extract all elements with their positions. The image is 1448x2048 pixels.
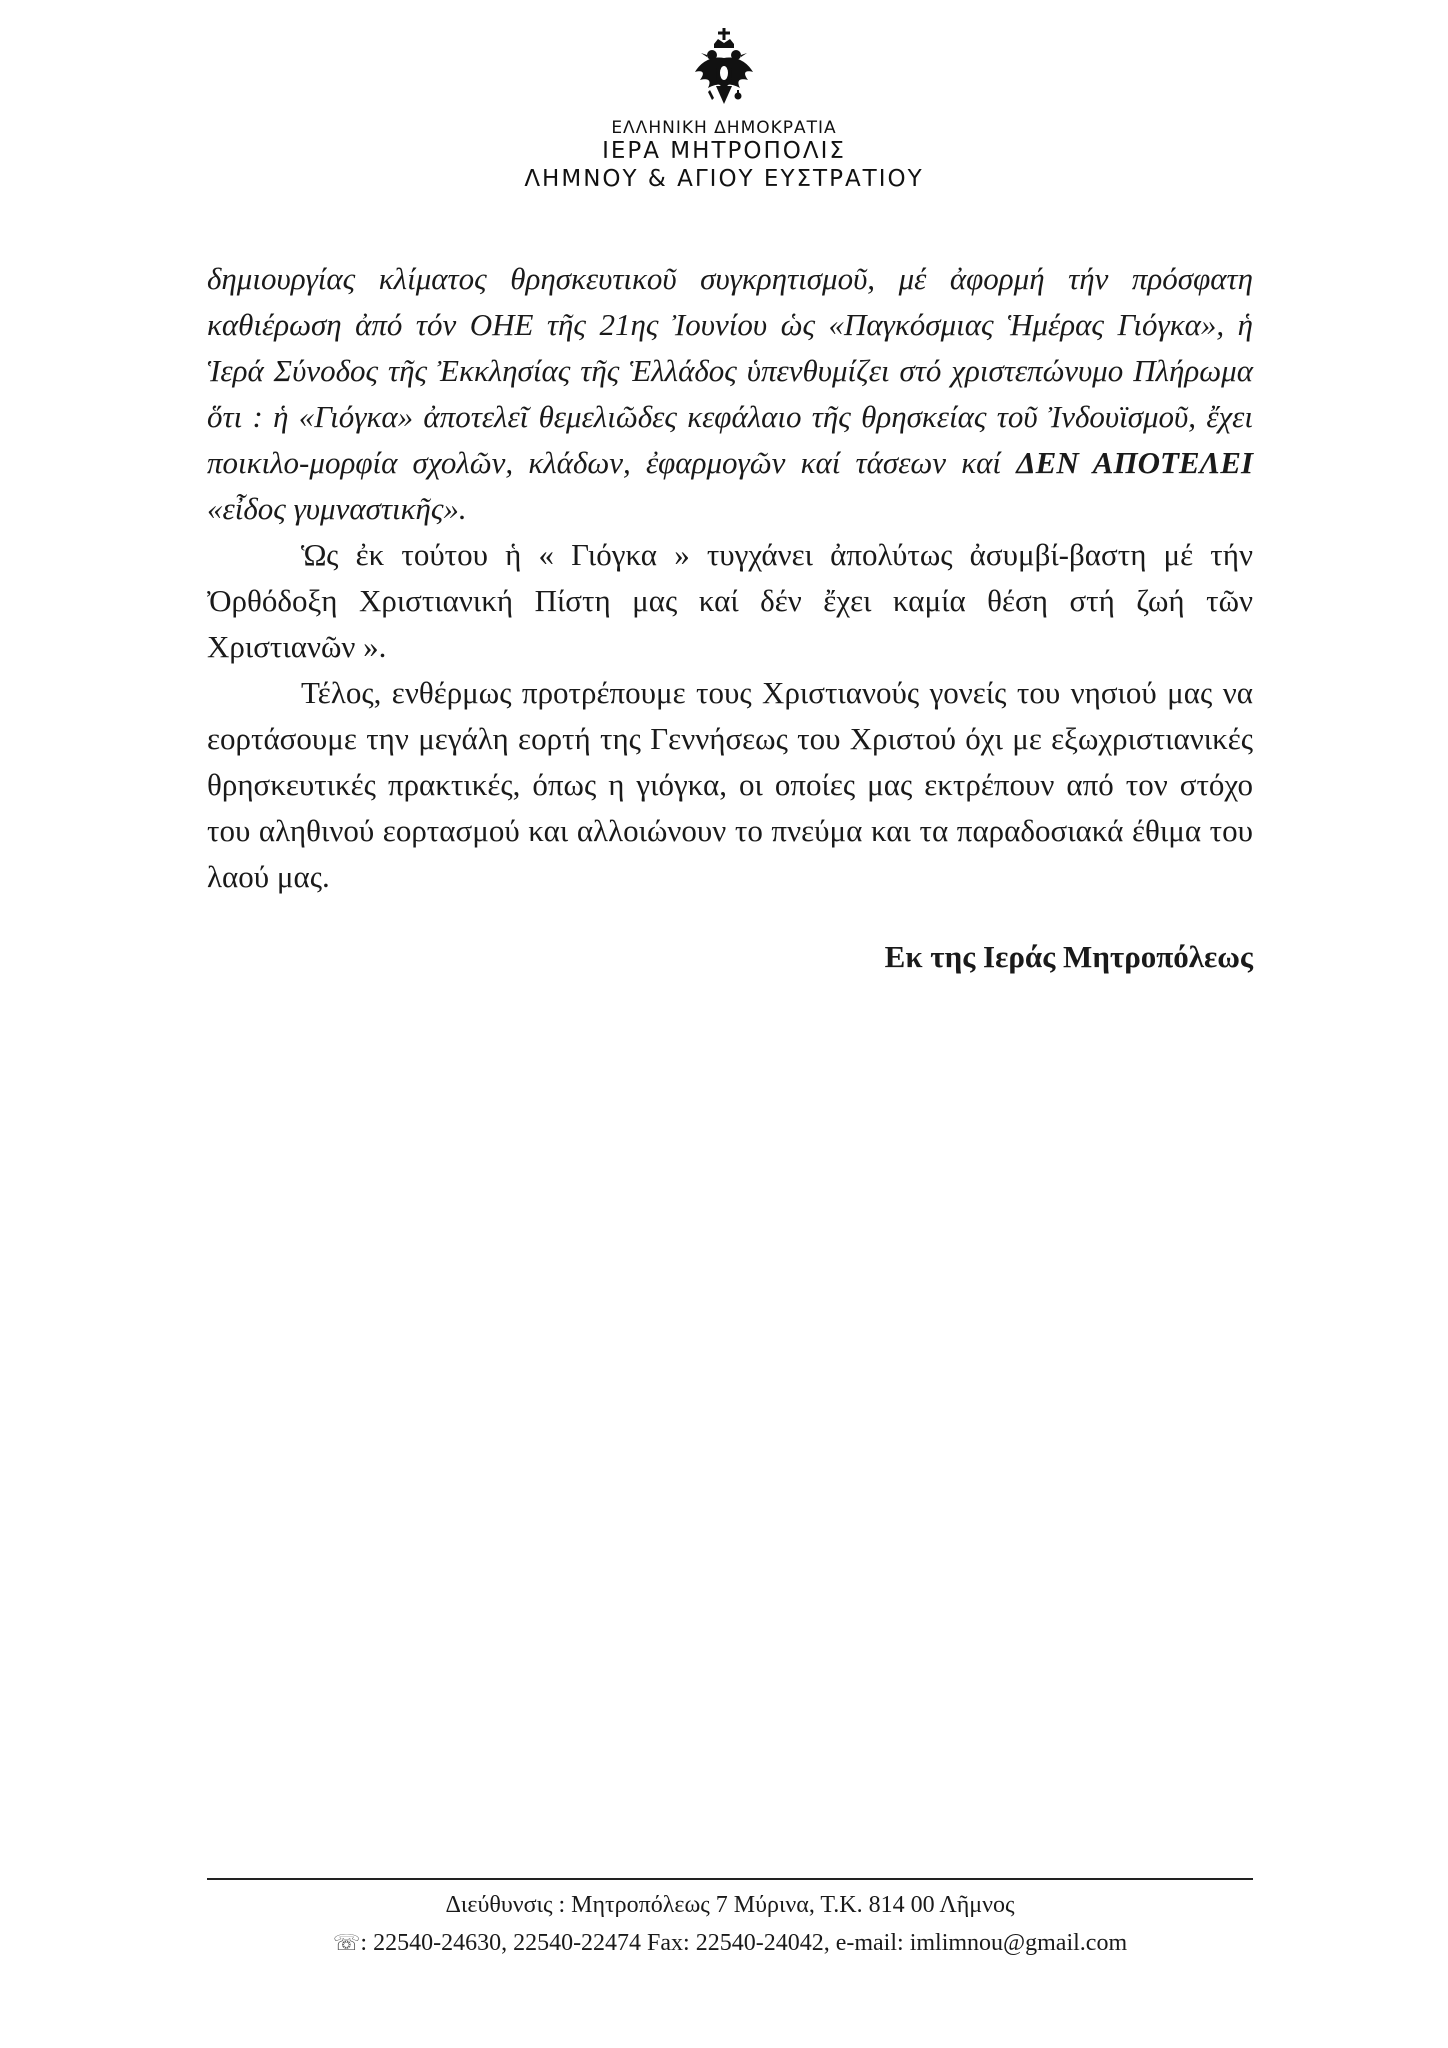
letterhead [0, 28, 1448, 194]
footer-contacts-line [207, 1924, 1253, 1963]
footer [207, 1886, 1253, 1963]
letterhead-country: ΕΛΛΗΝΙΚΗ ΔΗΜΟΚΡΑΤΙΑ [611, 118, 837, 138]
paragraph-3: Τέλος, ενθέρμως προτρέπουμε τους Χριστιανούς γονείς του νησιού μας να εορτάσουμε την μεγάλη εορτή της Γεννήσεως του Χριστού όχι με εξωχριστιανικές θρησκευτικές πρακτικές, όπως η γιόγκα, οι οποίες μας εκτρέπουν από τον στόχο του αληθινού εορτασμού και αλλοιώνουν το πνεύμα και τα παραδοσιακά έθιμα του λαού μας. [207, 675, 1253, 894]
footer-address: Διεύθυνσις : Μητροπόλεως 7 Μύρινα, Τ.Κ. 814 00 Λῆμνος [445, 1892, 1015, 1918]
paragraph-1 [207, 256, 1253, 532]
letterhead-region: ΛΗΜΝΟΥ & ΑΓΙΟΥ ΕΥΣΤΡΑΤΙΟΥ [524, 165, 924, 192]
footer-contacts: : 22540-24630, 22540-22474 Fax: 22540-24042, e-mail: imlimnou@gmail.com [360, 1930, 1128, 1956]
paragraph-1-emphasis: ΔΕΝ ΑΠΟΤΕΛΕΙ [1016, 445, 1254, 480]
paragraph-1-tail: «εἶδος γυμναστικῆς». [207, 491, 467, 526]
double-headed-eagle-icon [692, 28, 756, 112]
paragraph-2: Ὡς ἐκ τούτου ἡ « Γιόγκα » τυγχάνει ἀπολύτως ἀσυμβί-βαστη μέ τήν Ὀρθόδοξη Χριστιανική Πίστη μας καί δέν ἔχει καμία θέση στή ζωή τῶν Χριστιανῶν ». [207, 537, 1253, 664]
footer-divider [207, 1878, 1253, 1880]
letter-body [207, 256, 1253, 980]
telephone-icon: ☏ [332, 1931, 361, 1956]
paragraph-1-italic-text: δημιουργίας κλίματος θρησκευτικοῦ συγκρητισμοῦ, μέ ἀφορμή τήν πρόσφατη καθιέρωση ἀπό τόν ΟΗΕ τῆς 21ης Ἰουνίου ὡς «Παγκόσμιας Ἡμέρας Γιόγκα», ἡ Ἱερά Σύνοδος τῆς Ἐκκλησίας τῆς Ἑλλάδος ὑπενθυμίζει στό χριστεπώνυμο Πλήρωμα ὅτι : ἡ «Γιόγκα» ἀποτελεῖ θεμελιῶδες κεφάλαιο τῆς θρησκείας τοῦ Ἰνδουϊσμοῦ, ἔχει ποικιλο-μορφία σχολῶν, κλάδων, ἐφαρμογῶν καί τάσεων καί [207, 261, 1253, 480]
letterhead-metropolis: ΙΕΡΑ ΜΗΤΡΟΠΟΛΙΣ [602, 138, 846, 165]
signature: Εκ της Ιεράς Μητροπόλεως [884, 939, 1253, 974]
